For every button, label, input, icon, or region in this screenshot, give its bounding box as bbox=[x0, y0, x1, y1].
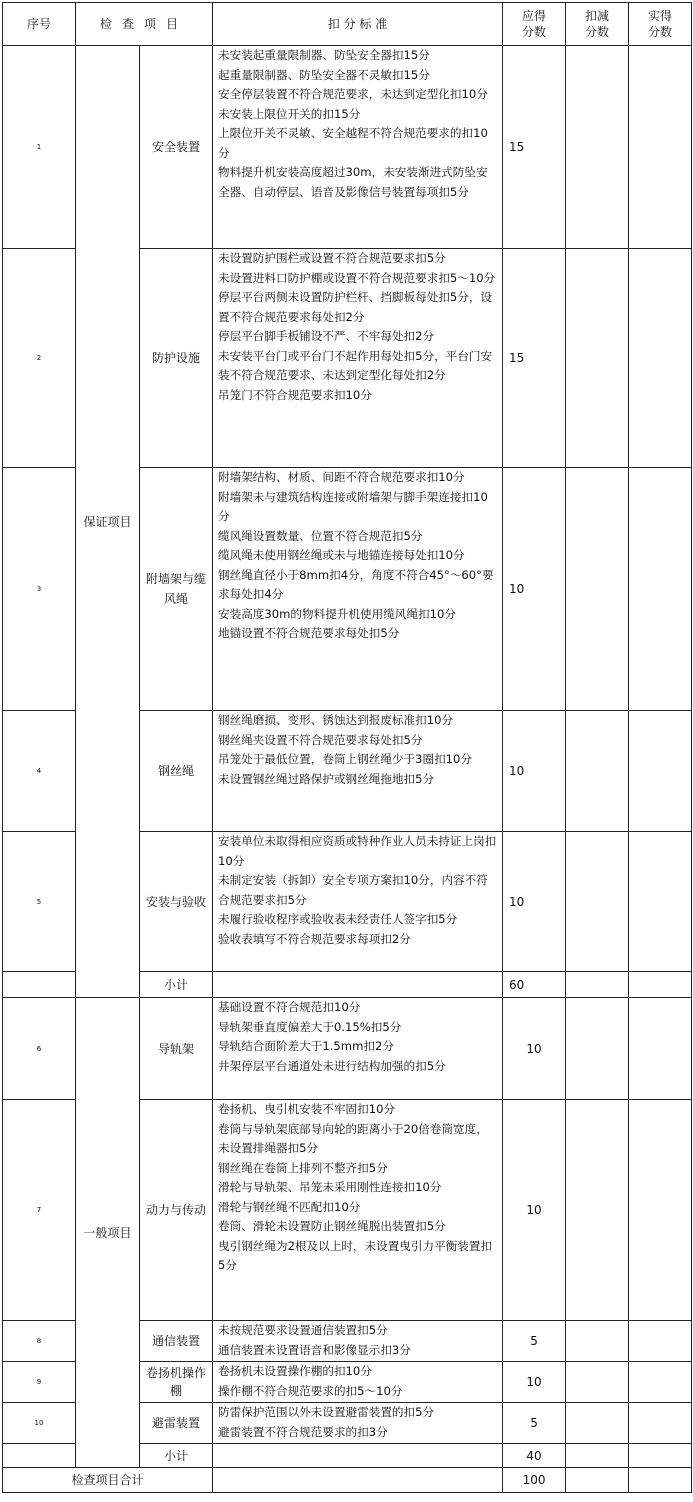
deduction-standard: 未按规范要求设置通信装置扣5分 通信装置未设置语音和影像显示扣3分 bbox=[213, 1321, 503, 1362]
row-number: 5 bbox=[3, 832, 76, 972]
row-number: 10 bbox=[3, 1403, 76, 1444]
deduction-standard: 防雷保护范围以外未设置避雷装置的扣5分 避雷装置不符合规范要求的扣3分 bbox=[213, 1403, 503, 1444]
item-name: 避雷装置 bbox=[140, 1403, 213, 1444]
deducted-score bbox=[566, 1444, 629, 1468]
total-standard bbox=[213, 1468, 503, 1493]
header-actual bbox=[629, 3, 692, 46]
item-name: 通信装置 bbox=[140, 1321, 213, 1362]
deduction-standard: 卷扬机、曳引机安装不牢固扣10分 卷筒与导轨架底部导向轮的距离小于20倍卷筒宽度，未设置排绳器扣5分 钢丝绳在卷筒上排列不整齐扣5分 滑轮与导轨架、吊笼未采用刚性连接扣10分 滑轮与钢丝绳不匹配扣10分 卷筒、滑轮未设置防止钢丝绳脱出装置扣5分 曳引钢丝绳为2根及以上时，未设置曳引力平衡装置扣5分 bbox=[213, 1100, 503, 1321]
should-score: 10 bbox=[503, 1362, 566, 1403]
actual-score bbox=[629, 468, 692, 711]
subtotal-standard bbox=[213, 1444, 503, 1468]
deducted-score bbox=[566, 1362, 629, 1403]
item-name: 安全装置 bbox=[140, 46, 213, 249]
deducted-score bbox=[566, 1403, 629, 1444]
table-row bbox=[3, 998, 692, 1100]
header-seq: 序号 bbox=[3, 3, 76, 46]
total-score: 100 bbox=[503, 1468, 566, 1493]
item-name: 防护设施 bbox=[140, 249, 213, 468]
row-number: 4 bbox=[3, 711, 76, 832]
header-row bbox=[3, 3, 692, 46]
actual-score bbox=[629, 1100, 692, 1321]
item-name: 导轨架 bbox=[140, 998, 213, 1100]
should-score: 15 bbox=[503, 249, 566, 468]
should-score: 10 bbox=[503, 468, 566, 711]
should-score: 5 bbox=[503, 1403, 566, 1444]
row-number: 8 bbox=[3, 1321, 76, 1362]
item-name: 钢丝绳 bbox=[140, 711, 213, 832]
actual-score bbox=[629, 832, 692, 972]
row-number: 2 bbox=[3, 249, 76, 468]
category-guarantee: 保证项目 bbox=[76, 46, 140, 998]
actual-score bbox=[629, 711, 692, 832]
deducted-score bbox=[566, 468, 629, 711]
item-name: 附墙架与缆风绳 bbox=[140, 468, 213, 711]
should-score: 15 bbox=[503, 46, 566, 249]
should-score: 10 bbox=[503, 832, 566, 972]
deducted-score bbox=[566, 972, 629, 998]
item-name: 卷扬机操作棚 bbox=[140, 1362, 213, 1403]
should-score: 10 bbox=[503, 711, 566, 832]
deducted-score bbox=[566, 711, 629, 832]
table-row bbox=[3, 46, 692, 249]
row-number: 9 bbox=[3, 1362, 76, 1403]
header-standard: 扣 分 标 准 bbox=[213, 3, 503, 46]
header-item bbox=[76, 3, 213, 46]
subtotal-standard bbox=[213, 972, 503, 998]
deducted-score bbox=[566, 249, 629, 468]
row-number: 6 bbox=[3, 998, 76, 1100]
total-label: 检查项目合计 bbox=[3, 1468, 213, 1493]
subtotal-score: 40 bbox=[503, 1444, 566, 1468]
header-deducted-text: 扣减分数 bbox=[585, 9, 610, 39]
total-row bbox=[3, 1468, 692, 1493]
subtotal-label: 小计 bbox=[140, 972, 213, 998]
inspection-score-table bbox=[2, 2, 692, 1493]
should-score: 10 bbox=[503, 1100, 566, 1321]
deducted-score bbox=[566, 1100, 629, 1321]
header-actual-text: 实得分数 bbox=[648, 9, 673, 39]
row-number: 3 bbox=[3, 468, 76, 711]
actual-score bbox=[629, 46, 692, 249]
should-score: 5 bbox=[503, 1321, 566, 1362]
deduction-standard: 未设置防护围栏或设置不符合规范要求扣5分 未设置进料口防护棚或设置不符合规范要求扣5～10分 停层平台两侧未设置防护栏杆、挡脚板每处扣5分，设置不符合规范要求每处扣2分 停层平台脚手板铺设不严、不牢每处扣2分 未安装平台门或平台门不起作用每处扣5分，平台门安装不符合规范要求、未达到定型化每处扣2分 吊笼门不符合规范要求扣10分 bbox=[213, 249, 503, 468]
category-general: 一般项目 bbox=[76, 998, 140, 1468]
actual-score bbox=[629, 1321, 692, 1362]
deduction-standard: 未安装起重量限制器、防坠安全器扣15分 起重量限制器、防坠安全器不灵敏扣15分 安全停层装置不符合规范要求，未达到定型化扣10分 未安装上限位开关的扣15分 上限位开关不灵敏、安全越程不符合规范要求的扣10分 物料提升机安装高度超过30m，未安装渐进式防坠安全器、自动停层、语音及影像信号装置每项扣5分 bbox=[213, 46, 503, 249]
header-should-score-text: 应得分数 bbox=[522, 9, 547, 39]
subtotal-score: 60 bbox=[503, 972, 566, 998]
deducted-score bbox=[566, 998, 629, 1100]
deducted-score bbox=[566, 1468, 629, 1493]
actual-score bbox=[629, 972, 692, 998]
actual-score bbox=[629, 1403, 692, 1444]
actual-score bbox=[629, 249, 692, 468]
deduction-standard: 安装单位未取得相应资质或特种作业人员未持证上岗扣10分 未制定安装（拆卸）安全专项方案扣10分，内容不符合规范要求扣5分 未履行验收程序或验收表未经责任人签字扣5分 验收表填写不符合规范要求每项扣2分 bbox=[213, 832, 503, 972]
deducted-score bbox=[566, 832, 629, 972]
header-item-text: 检查项目 bbox=[100, 17, 189, 31]
header-deducted bbox=[566, 3, 629, 46]
deduction-standard: 附墙架结构、材质、间距不符合规范要求扣10分 附墙架未与建筑结构连接或附墙架与脚手架连接扣10分 缆风绳设置数量、位置不符合规范扣5分 缆风绳未使用钢丝绳或未与地锚连接每处扣10分 钢丝绳直径小于8mm扣4分，角度不符合45°～60°要求每处扣4分 安装高度30m的物料提升机使用缆风绳扣10分 地锚设置不符合规范要求每处扣5分 bbox=[213, 468, 503, 711]
actual-score bbox=[629, 1444, 692, 1468]
subtotal-label: 小计 bbox=[140, 1444, 213, 1468]
subtotal-seq bbox=[3, 1444, 76, 1468]
actual-score bbox=[629, 1362, 692, 1403]
deduction-standard: 基础设置不符合规范扣10分 导轨架垂直度偏差大于0.15%扣5分 导轨结合面阶差大于1.5mm扣2分 井架停层平台通道处未进行结构加强的扣5分 bbox=[213, 998, 503, 1100]
row-number: 7 bbox=[3, 1100, 76, 1321]
item-name: 安装与验收 bbox=[140, 832, 213, 972]
actual-score bbox=[629, 1468, 692, 1493]
actual-score bbox=[629, 998, 692, 1100]
row-number: 1 bbox=[3, 46, 76, 249]
header-should-score bbox=[503, 3, 566, 46]
deducted-score bbox=[566, 46, 629, 249]
subtotal-seq bbox=[3, 972, 76, 998]
deducted-score bbox=[566, 1321, 629, 1362]
deduction-standard: 钢丝绳磨损、变形、锈蚀达到报废标准扣10分 钢丝绳夹设置不符合规范要求每处扣5分 吊笼处于最低位置，卷筒上钢丝绳少于3圈扣10分 未设置钢丝绳过路保护或钢丝绳拖地扣5分 bbox=[213, 711, 503, 832]
should-score: 10 bbox=[503, 998, 566, 1100]
deduction-standard: 卷扬机未设置操作棚的扣10分 操作棚不符合规范要求的扣5～10分 bbox=[213, 1362, 503, 1403]
item-name: 动力与传动 bbox=[140, 1100, 213, 1321]
